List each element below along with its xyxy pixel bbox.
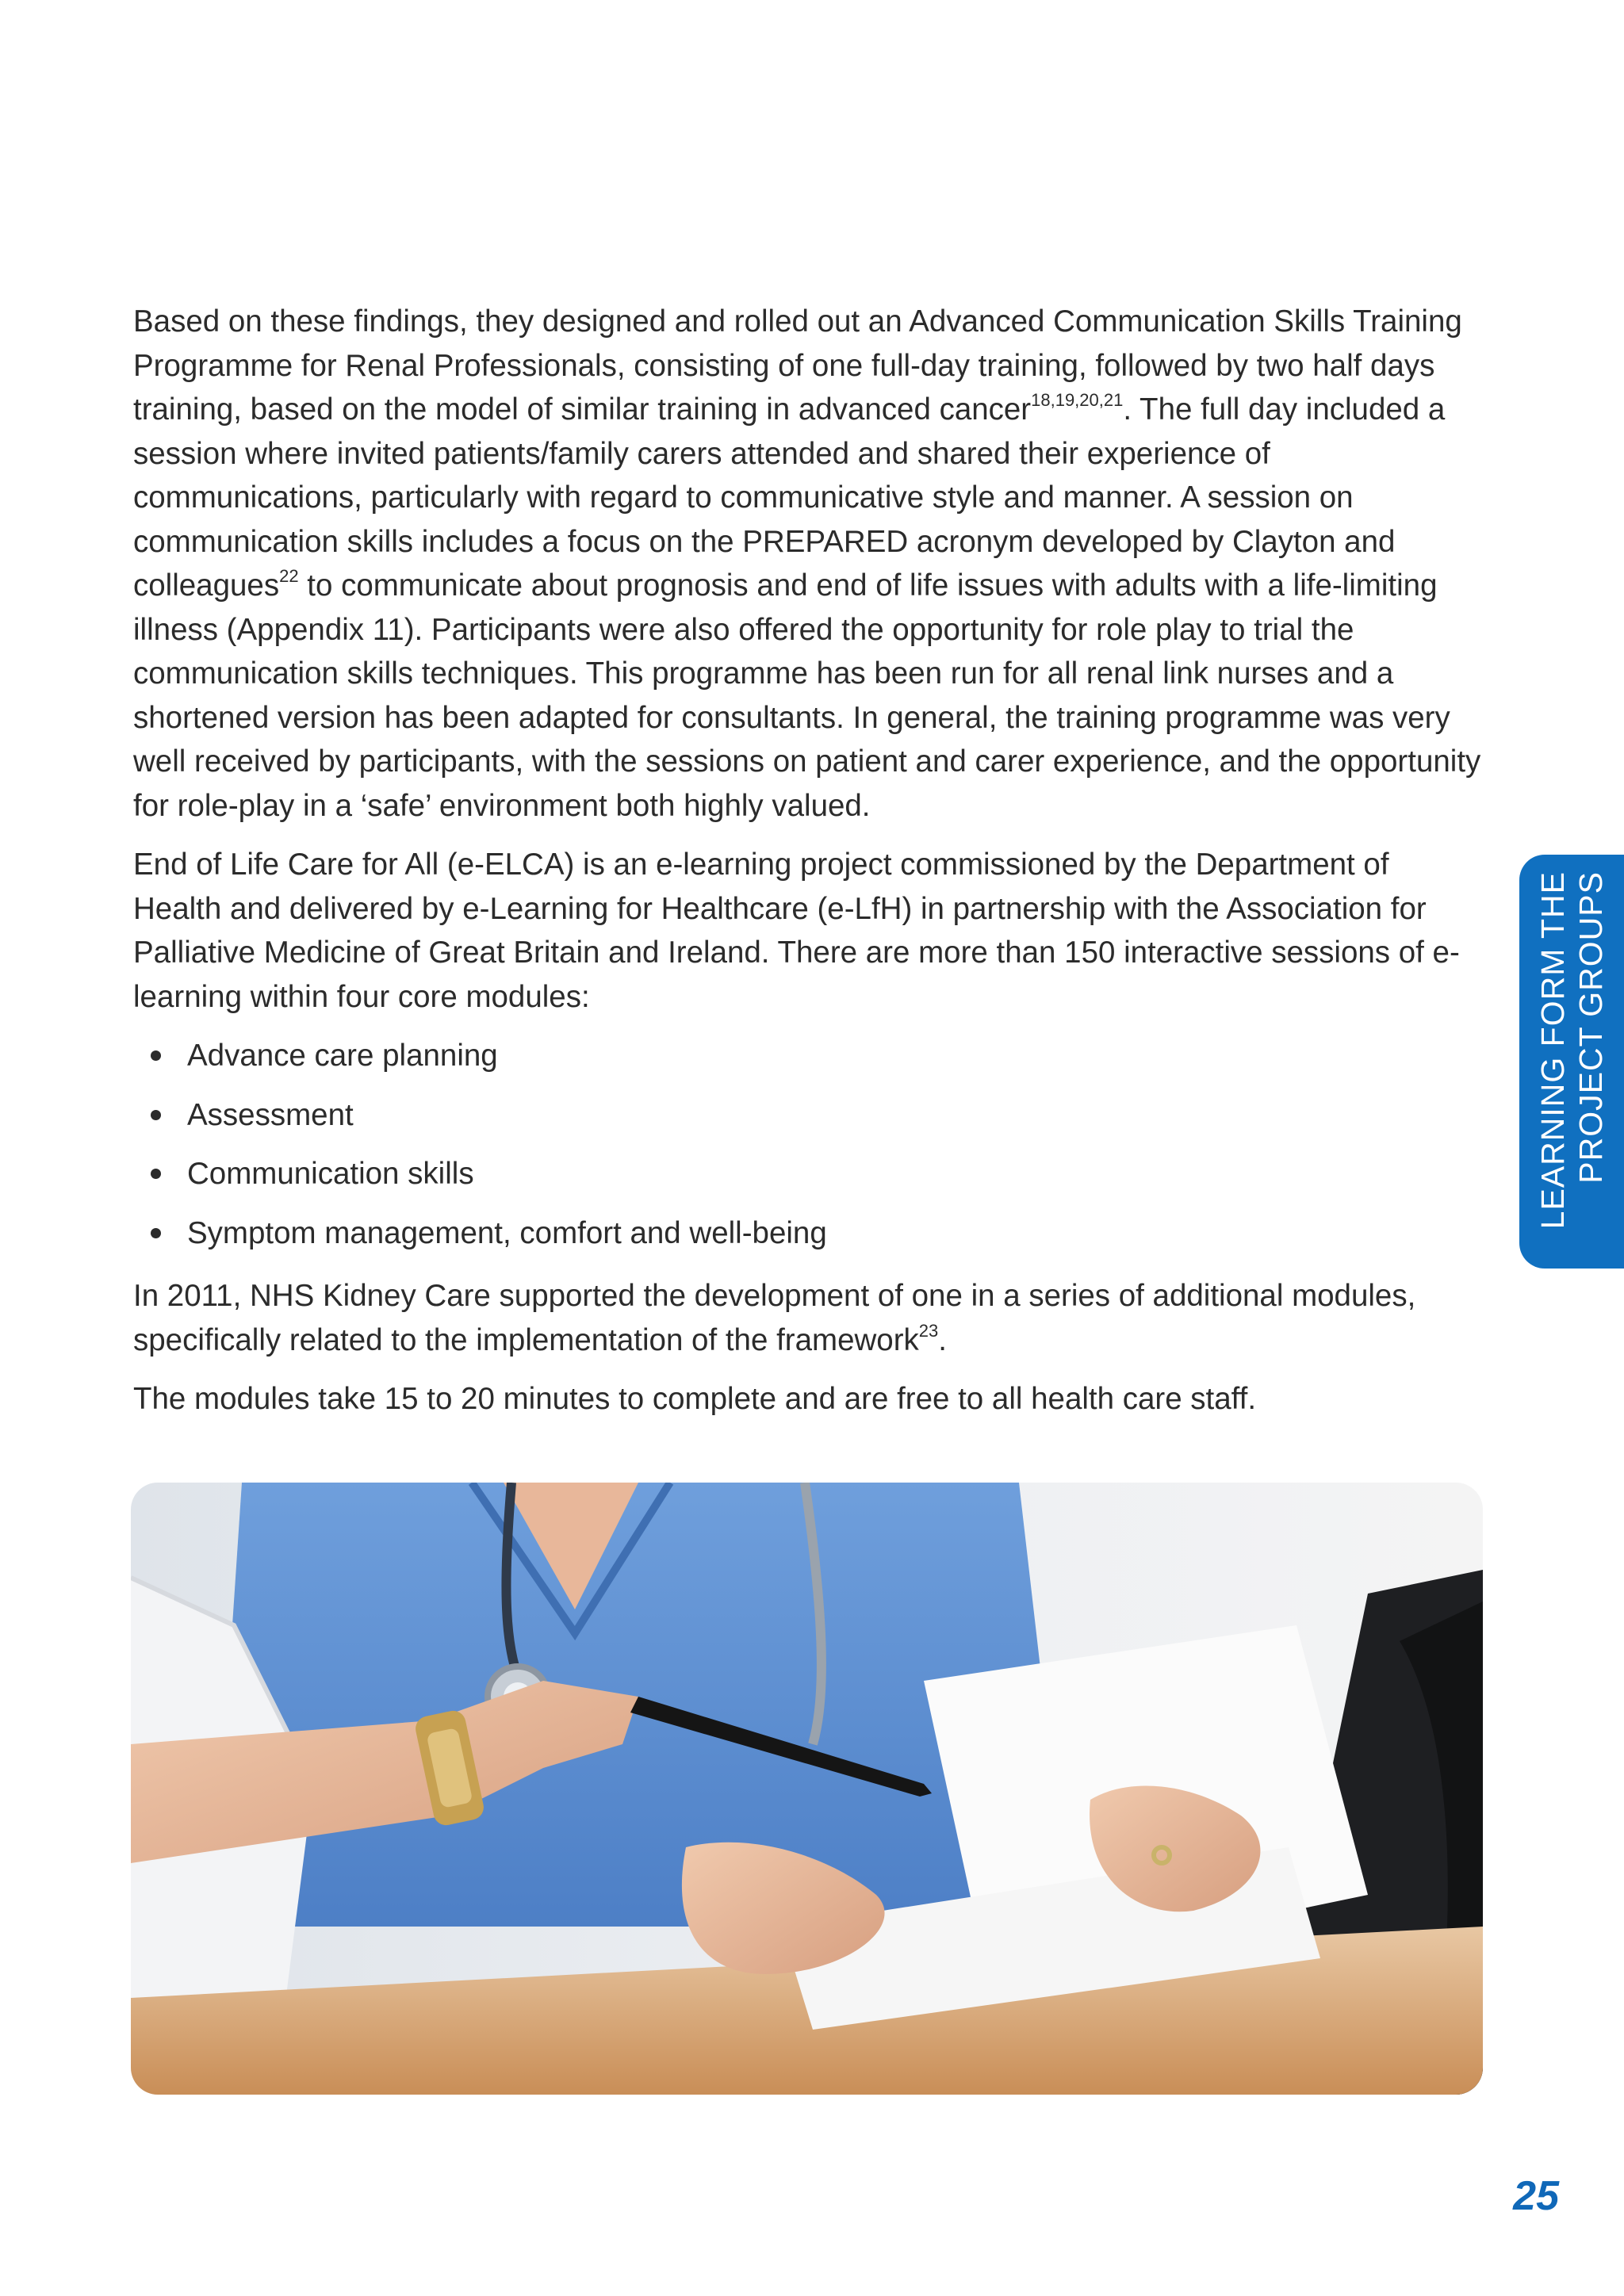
text: .	[938, 1322, 947, 1357]
reference-superscript: 23	[918, 1320, 939, 1341]
side-label-line-1: LEARNING FORM THE	[1534, 871, 1571, 1230]
bullet-icon	[151, 1169, 161, 1179]
bullet-icon	[151, 1110, 161, 1120]
page-number: 25	[1513, 2173, 1559, 2219]
section-side-tab	[1519, 855, 1624, 1269]
text: . The full day included a session where invited patients/family carers attended and shared their experience of communications, particularly with regard to communicative style and manner. A session on communication skills includes a focus on the PREPARED acronym developed by Clayton and colleagues	[133, 392, 1446, 603]
list-item-label: Communication skills	[187, 1157, 474, 1191]
list-item	[133, 1211, 1481, 1256]
text: to communicate about prognosis and end of life issues with adults with a life-limiting illness (Appendix 11). Participants were also offered the opportunity for role play to trial the communication skills techniques. This programme has been run for all renal link nurses and a shortened version has been adapted for consultants. In general, the training programme was very well received by participants, with the sessions on patient and carer experience, and the opportunity for role-play in a ‘safe’ environment both highly valued.	[133, 568, 1481, 823]
paragraph-nhs-kidney-care	[133, 1274, 1481, 1362]
bullet-icon	[151, 1228, 161, 1238]
reference-superscript: 22	[279, 566, 299, 586]
list-item-label: Assessment	[187, 1097, 354, 1132]
list-item-label: Advance care planning	[187, 1039, 498, 1073]
paragraph-e-elca: End of Life Care for All (e-ELCA) is an e-learning project commissioned by the Department of Health and delivered by e-Learning for Healthcare (e-LfH) in partnership with the Association for Palliative Medicine of Great Britain and Ireland. There are more than 150 interactive sessions of e-learning within four core modules:	[133, 848, 1460, 1014]
list-item	[133, 1093, 1481, 1138]
main-text	[133, 300, 1481, 1437]
text: In 2011, NHS Kidney Care supported the development of one in a series of additional modules, specifically related to the implementation of the framework	[133, 1279, 1416, 1357]
side-label-line-2: PROJECT GROUPS	[1572, 871, 1609, 1184]
paragraph-training-programme	[133, 300, 1481, 828]
photo-illustration	[131, 1483, 1483, 2095]
text: Based on these findings, they designed and rolled out an Advanced Communication Skills Training Programme for Renal Professionals, consisting of one full-day training, followed by two half days training, based on the model of similar training in advanced cancer	[133, 304, 1462, 427]
clinician-consultation-photo	[131, 1483, 1483, 2095]
bullet-icon	[151, 1050, 161, 1061]
list-item	[133, 1152, 1481, 1196]
paragraph-module-duration: The modules take 15 to 20 minutes to complete and are free to all health care staff.	[133, 1382, 1257, 1416]
reference-superscript: 18,19,20,21	[1031, 390, 1124, 410]
list-item	[133, 1034, 1481, 1078]
list-item-label: Symptom management, comfort and well-being	[187, 1215, 827, 1250]
core-modules-list	[133, 1034, 1481, 1255]
section-side-label	[1534, 871, 1610, 1252]
